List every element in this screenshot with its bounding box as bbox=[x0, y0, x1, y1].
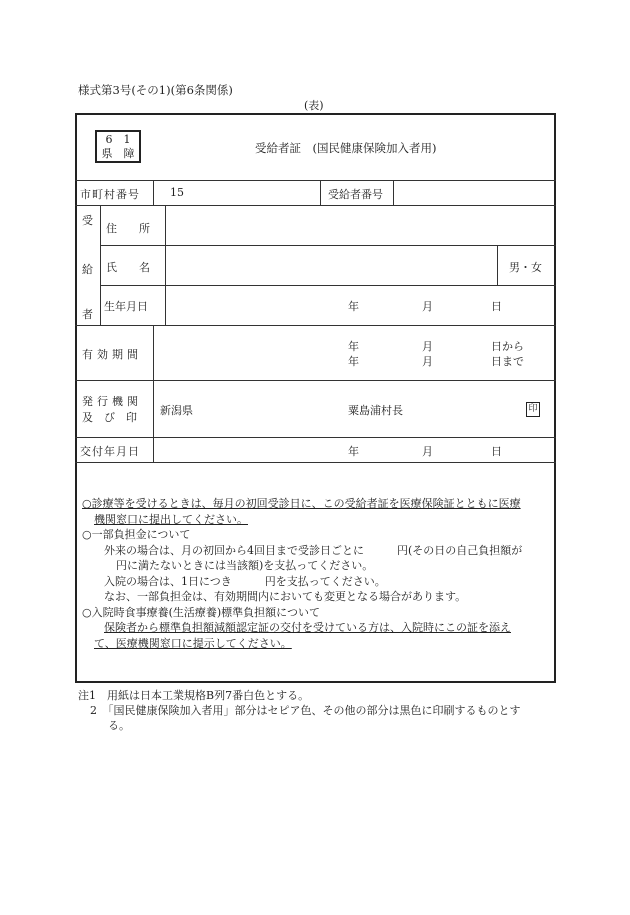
note-2c: 入院の場合は、1日につき 円を支払ってください。 bbox=[104, 574, 386, 588]
stamp-line-1: 6 1 bbox=[105, 133, 131, 146]
issuer-label-1: 発行機関 bbox=[82, 395, 142, 408]
issuer-label-2: 及 び 印 bbox=[82, 411, 137, 424]
note-2b: 円に満たないときには当該額)を支払ってください。 bbox=[116, 559, 374, 572]
validity-from-month: 月 bbox=[422, 340, 433, 353]
municipality-number-label: 市町村番号 bbox=[80, 188, 140, 201]
form-number-label: 様式第3号(その1)(第6条関係) bbox=[78, 83, 233, 97]
validity-from-day: 日から bbox=[491, 340, 524, 353]
issue-date-label: 交付年月日 bbox=[80, 445, 140, 458]
notes-section bbox=[82, 496, 554, 651]
issue-year-unit: 年 bbox=[348, 445, 359, 458]
validity-from-year: 年 bbox=[348, 340, 359, 353]
note-3: ○入院時食事療養(生活療養)標準負担額について bbox=[82, 605, 320, 619]
note-1b: 機関窓口に提出してください。 bbox=[94, 512, 248, 526]
issue-month-unit: 月 bbox=[422, 445, 433, 458]
recipient-char-2: 給 bbox=[82, 263, 93, 276]
validity-until-month: 月 bbox=[422, 355, 433, 368]
issuer-prefecture: 新潟県 bbox=[160, 404, 193, 417]
note-3b: て、医療機関窓口に提示してください。 bbox=[94, 636, 292, 650]
certificate-title: 受給者証 (国民健康保険加入者用) bbox=[255, 141, 437, 155]
note-1a: ○診療等を受けるときは、毎月の初回受診日に、この受給者証を医療保険証とともに医療 bbox=[82, 497, 521, 510]
stamp-line-2: 県 障 bbox=[101, 147, 135, 160]
address-label: 住 所 bbox=[106, 222, 150, 235]
birth-day-unit: 日 bbox=[491, 300, 502, 313]
category-stamp bbox=[95, 130, 141, 163]
note-3a: 保険者から標準負担額減額認定証の交付を受けている方は、入院時にこの証を添え bbox=[104, 621, 511, 634]
validity-until-day: 日まで bbox=[491, 355, 524, 368]
footer-notes bbox=[78, 688, 521, 733]
issue-day-unit: 日 bbox=[491, 445, 502, 458]
birth-month-unit: 月 bbox=[422, 300, 433, 313]
birthdate-label: 生年月日 bbox=[104, 300, 148, 313]
note-2a: 外来の場合は、月の初回から4回目まで受診日ごとに 円(その日の自己負担額が bbox=[104, 543, 523, 557]
validity-label: 有効期間 bbox=[82, 348, 142, 361]
note-2: ○一部負担金について bbox=[82, 528, 191, 541]
side-label: (表) bbox=[304, 99, 324, 112]
birth-year-unit: 年 bbox=[348, 300, 359, 313]
note-2d: なお、一部負担金は、有効期間内においても変更となる場合があります。 bbox=[104, 590, 467, 603]
gender-field: 男・女 bbox=[509, 261, 542, 274]
issuer-mayor: 粟島浦村長 bbox=[348, 404, 403, 417]
municipality-number-value: 15 bbox=[170, 186, 184, 199]
recipient-char-1: 受 bbox=[82, 214, 93, 227]
recipient-char-3: 者 bbox=[82, 308, 93, 321]
footer-note-1: 注1 用紙は日本工業規格B列7番白色とする。 bbox=[78, 689, 310, 702]
footer-note-2: 2 「国民健康保険加入者用」部分はセピア色、その他の部分は黒色に印刷するものとす bbox=[90, 704, 521, 717]
footer-note-3: る。 bbox=[108, 719, 130, 732]
name-label: 氏 名 bbox=[106, 261, 150, 274]
recipient-number-label: 受給者番号 bbox=[328, 188, 383, 201]
validity-until-year: 年 bbox=[348, 355, 359, 368]
seal-box: 印 bbox=[526, 402, 540, 417]
